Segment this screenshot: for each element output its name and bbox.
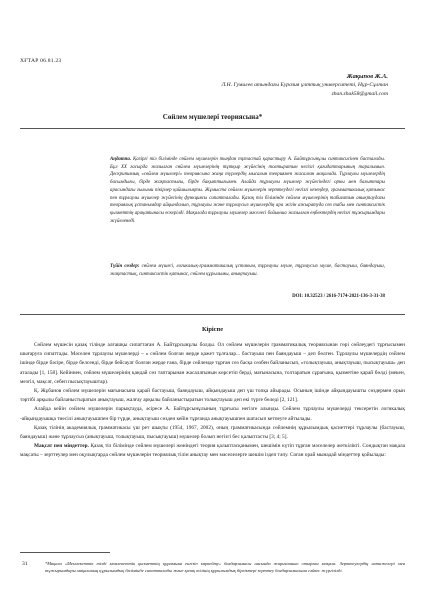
article-code: ХҒТАР 06.81.23 bbox=[20, 58, 62, 64]
footnote-divider bbox=[20, 552, 110, 553]
page-number: 31 bbox=[22, 561, 28, 567]
abstract-text: Қазіргі тіл білімінде сөйлем мүшелерін тыңдан тұтастай қарастыру А. Байтұрсынұлы синтаксисінен басталады. Бұл ХХ ғасырда жазылған сөйлем мүшелерінің тұтқыр жүйесінің толтыратын негізгі қағидаттарының таралымын. Дескрипиялық «сөйлем мүшелері» теориясына жаңа түрлердің мысалын теориямен жасалған мақалада. Тұрлаулы мүшелердің басымдығы, бірде жақтастығы, бірде бақыттығымен. Алайда тұрлаулы мүшелер жүйесіндегі орны мен бағыттары арасындағы ғылыми пікірлер қайшылықты. Жұмыста сөйлем мүшелерін зерттеудегі негізгі кезеңдер, грамматикалық қатынас пен тұрлаулы мүшелер жүйесінің функциясы сипатталады. Қазақ тіл білімінде сөйлем мүшелерінің табиғатын анықтаудағы теориялық ұстанымдар айқындалып, тұрлаулы және тұрлаусыз мүшелердің ара жігін ажыратуда сөз табы мен синтаксистік қызметтің арақатынасы ескерілді. Мақалада тұрлаулы мүшелер мәселесі бойынша жазылған еңбектердің негізгі тұжырымдары жүйеленеді. bbox=[110, 157, 385, 224]
footnote: *Мақала «Мемлекеттік тілді мемлекеттік қызметтің құрамына енгізіп көркейту» бағдарламасы аясында жарияланып отырған мақала. Зерттеулердің нәтижелері мен тұжырымдары мақаланың құрылымдық бөлімінде сипатталады және қазақ тілінің құрылымдық бірліктері зерттеу бағдарламасына сәйкес жүргізілді. bbox=[45, 561, 405, 574]
keywords-text: сөйлем мүшесі, логикалық-грамматикалық ұстаным, тұрлаулы мүше, тұрлаусыз мүше, бастауыш, баяндауыш, жақтастық, синтаксистік қатынас, сөйлем құрылымы, анықтауыш. bbox=[110, 264, 385, 277]
doi-link[interactable]: DOI: 10.32523 / 2616-7174-2021-136-3-31-38 bbox=[292, 294, 385, 299]
abstract-label: Аңдатпа. bbox=[110, 157, 132, 162]
title-divider bbox=[20, 128, 405, 129]
article-title: Сөйлем мүшелері теориясына* bbox=[162, 113, 263, 121]
author-email: zhan.zhak58@gmail.com bbox=[331, 91, 388, 97]
paragraph-text: Қазақ тіл білімінде сөйлем мүшелері жөніндегі теория қалыптасқанымен, шешімін күтіп тұрған мәселелер жеткілікті. Сондықтан мақала мақсаты – зерттеулер мен оқулықтарда сөйлем мүшелерін теориялық тілін анықтау мен мәселелерге шешім іздеп тәпу. Соған орай мынадай міндеттер қойылады: bbox=[20, 443, 405, 459]
paragraph: Сөйлем мүшесін қазақ тілінде алғашқы сипаттаған А. Байтұрсынұлы болды. Ол сөйлем мүшелерін грамматикалық теориясынан гөрі сөйлеудегі тұрғысымен шығаруға сипаттады. Мәселен тұрлаулы мүшелерді – « сөйлем болған жерде қажет тұлғалар... бастауыш пен баяндауыш – деп бөлген. Тұрлаулы мүшелердің сөйлем ішінде бірде бәсіре, бірде белсенді, бірде бейсауат болған жерде ғана, бірде сөйлемде тұрған сөз басқа сөзбен байланысып, «толықтауыш, анықтауыш, пысықтауыш» деп аталады [1, 158]. Кейіннен, сөйлем мүшелерінің қандай сөз таптарынан жасалатынын көрсетіп берді, мағынасына, толтаратын сұрағына, қызметіне қарай бөлді (мекен, мезгіл, мақсат, себеп пысықтауыштар). bbox=[20, 342, 405, 385]
paragraph-lead: Мақсат пен міндеттер. bbox=[34, 443, 89, 450]
keywords bbox=[110, 263, 385, 278]
author-affiliation: Л.Н. Гумилев атындағы Еуразия ұлттық университеті, Нұр-Сұлтан bbox=[221, 82, 388, 88]
paragraph: Қазақ тілінің академиялық грамматикасы үш рет шықты (1954, 1967, 2002), оның грамматикасында сөйлемнің құрылымдық қасиеттері тұрлаулы (бастауыш, баяндауыш) және тұрлаусыз (анықтауыш, толықтауыш, пысықтауыш) мүшелер болып негізгі бес қалыптасты [3; 4; 5]. bbox=[20, 424, 405, 441]
author-name: Жақыпов Ж.А. bbox=[346, 73, 388, 80]
paragraph: Алайда кейін сөйлем мүшелерін парықтауда, әсіресе А. Байтұрсынұлының тұрғысы негізге алынды. Сөйлем тұрлаулы мүшелерді тексеретін логикалық -айқындауышқа тиесілі анықтауышпен бір түрде, анықтауыш сөзден кейін тұрғанда анықтауышпен шатасып кетпеуге айтылады. bbox=[20, 406, 405, 422]
abstract bbox=[110, 156, 385, 225]
body-text bbox=[20, 341, 405, 461]
keywords-label: Түйін сөздер: bbox=[110, 264, 140, 269]
abstract-divider bbox=[20, 314, 405, 315]
paragraph: Қ. Жұбанов сөйлем мүшелерін мағынасына қарай бастауыш, баяндауыш, айқындауыш деп үш топқа айырады. Осының ішінде айқындауышты сөздермен орын тәртібі арқылы байланыстыратын анықтауыш, жалғау арқылы байланыстыратын толықтауыш деп екі түрге бөледі [2, 121]. bbox=[20, 388, 405, 404]
section-heading-introduction: Кіріспе bbox=[201, 326, 224, 333]
paragraph bbox=[20, 442, 405, 460]
